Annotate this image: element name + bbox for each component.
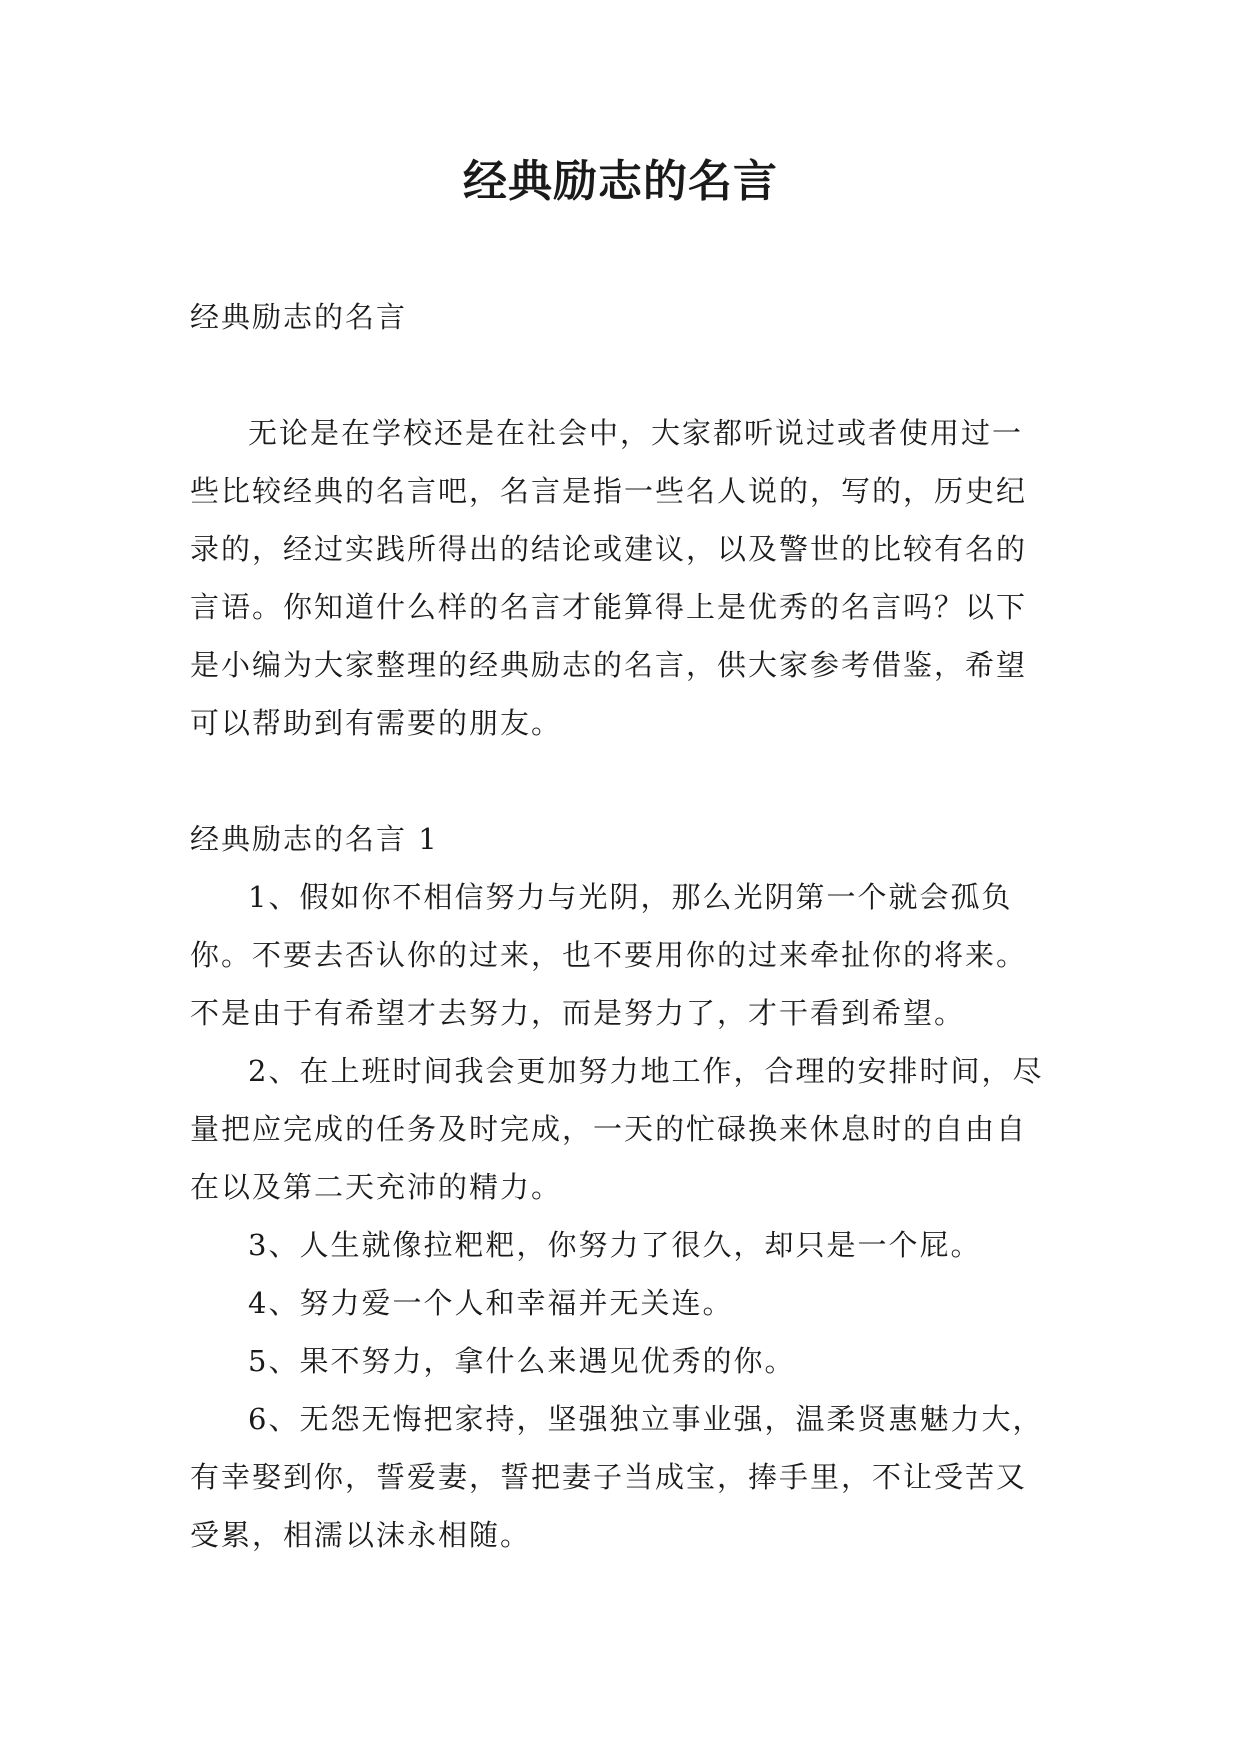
document-title: 经典励志的名言 <box>463 156 778 207</box>
quote-item-5: 5、果不努力，拿什么来遇见优秀的你。 <box>248 1344 796 1378</box>
quote-item-4: 4、努力爱一个人和幸福并无关连。 <box>248 1286 734 1320</box>
document-body <box>190 288 1051 1564</box>
quote-item-2: 2、在上班时间我会更加努力地工作，合理的安排时间，尽量把应完成的任务及时完成，一天的忙碌换来休息时的自由自在以及第二天充沛的精力。 <box>190 1054 1044 1204</box>
quote-item-1: 1、假如你不相信努力与光阴，那么光阴第一个就会孤负你。不要去否认你的过来，也不要用你的过来牵扯你的将来。不是由于有希望才去努力，而是努力了，才干看到希望。 <box>190 880 1028 1030</box>
document-subtitle: 经典励志的名言 <box>190 300 408 334</box>
intro-paragraph: 无论是在学校还是在社会中，大家都听说过或者使用过一些比较经典的名言吧，名言是指一些名人说的，写的，历史纪录的，经过实践所得出的结论或建议，以及警世的比较有名的言语。你知道什么样的名言才能算得上是优秀的名言吗？以下是小编为大家整理的经典励志的名言，供大家参考借鉴，希望可以帮助到有需要的朋友。 <box>190 416 1028 740</box>
section-heading: 经典励志的名言 1 <box>190 822 439 856</box>
spacer <box>190 752 1051 810</box>
spacer <box>190 346 1051 404</box>
quote-item-6: 6、无怨无悔把家持，坚强独立事业强，温柔贤惠魅力大，有幸娶到你，誓爱妻，誓把妻子当成宝，捧手里，不让受苦又受累，相濡以沫永相随。 <box>190 1402 1044 1552</box>
quote-item-3: 3、人生就像拉粑粑，你努力了很久，却只是一个屁。 <box>248 1228 982 1262</box>
